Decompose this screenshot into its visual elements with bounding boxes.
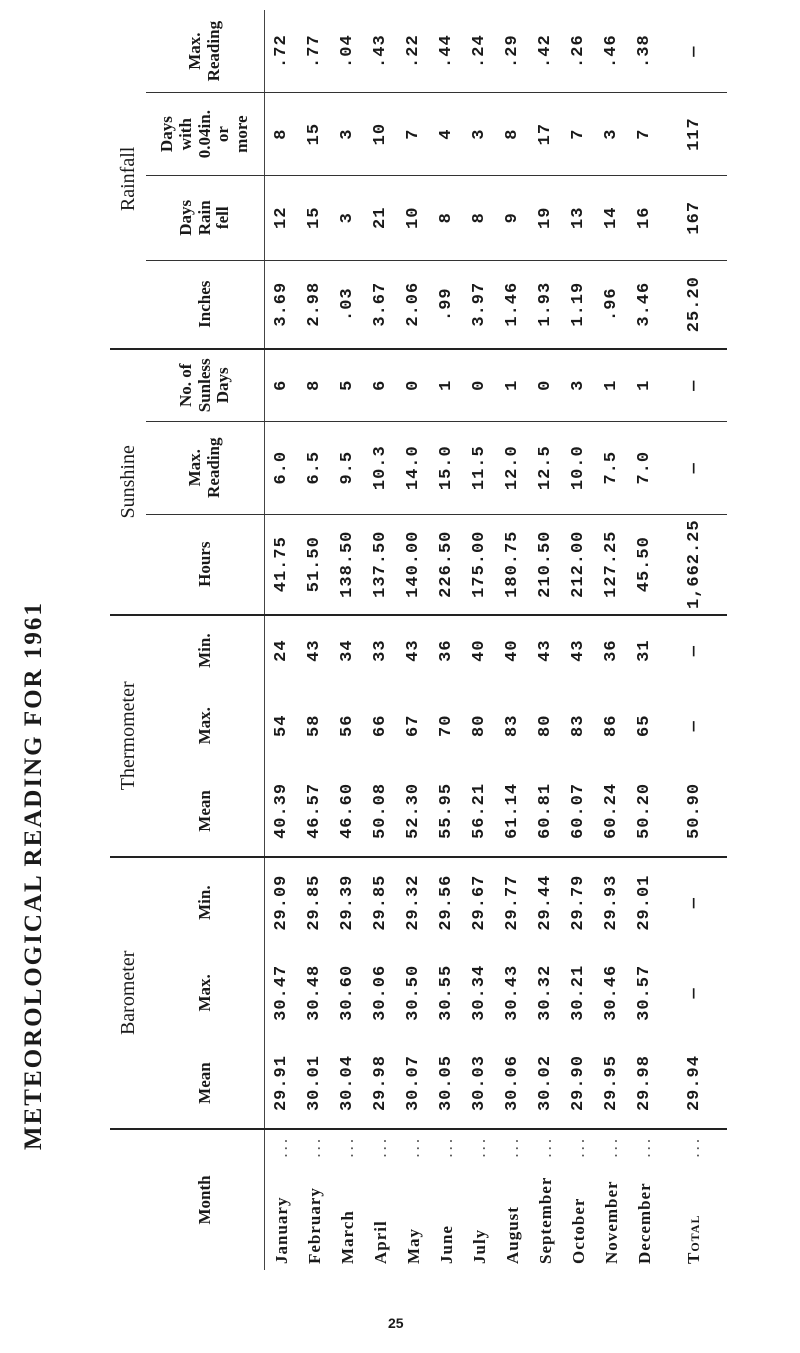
header-days004-line1: Days — [157, 116, 177, 153]
rain-max-cell: .44 — [430, 10, 463, 93]
header-therm-min: Min. — [194, 633, 214, 668]
rain-inches-cell: .96 — [595, 260, 628, 349]
total-rain-days004: 117 — [661, 93, 727, 176]
rain-inches-cell: 3.69 — [265, 260, 299, 349]
baro-mean-cell: 30.02 — [529, 1038, 562, 1129]
rain-days004-cell: 3 — [595, 93, 628, 176]
total-sun-hours: 1,662.25 — [661, 514, 727, 615]
baro-max-cell: 30.47 — [272, 964, 291, 1021]
rain-max-cell: .26 — [562, 10, 595, 93]
therm-mean-cell: 50.20 — [628, 766, 661, 857]
therm-mean-cell: 52.30 — [397, 766, 430, 857]
table-row — [529, 10, 562, 1270]
therm-max-cell: 54 — [272, 714, 291, 737]
rain-days004-cell: 3 — [463, 93, 496, 176]
table-row — [430, 10, 463, 1270]
therm-mean-cell: 50.08 — [364, 766, 397, 857]
rain-max-cell: .24 — [463, 10, 496, 93]
total-rain-days: 167 — [661, 175, 727, 260]
therm-mean-cell: 60.07 — [562, 766, 595, 857]
therm-max-cell: 86 — [602, 714, 621, 737]
month-cell — [595, 1129, 628, 1270]
rain-inches-cell: 2.98 — [298, 260, 331, 349]
rotated-page — [20, 10, 790, 1270]
month-label: August — [502, 1206, 522, 1264]
sun-max-cell: 14.0 — [397, 421, 430, 514]
total-therm-mean: 50.90 — [661, 766, 727, 857]
rain-max-cell: .46 — [595, 10, 628, 93]
sun-hours-cell: 140.00 — [397, 514, 430, 615]
rain-days-cell: 3 — [331, 175, 364, 260]
total-label: Total — [684, 1214, 703, 1264]
sun-hours-cell: 51.50 — [298, 514, 331, 615]
rain-max-cell: .77 — [298, 10, 331, 93]
month-cell — [265, 1129, 299, 1270]
month-label: July — [469, 1228, 489, 1264]
baro-min-cell: 29.56 — [437, 874, 456, 931]
header-sunless-line2: Sunless — [194, 358, 214, 413]
baro-min-cell: 29.09 — [272, 874, 291, 931]
baro-max-cell: 30.46 — [602, 964, 621, 1021]
table-row — [265, 10, 299, 1270]
rain-days-cell: 14 — [595, 175, 628, 260]
baro-mean-cell: 29.90 — [562, 1038, 595, 1129]
baro-mean-cell: 30.03 — [463, 1038, 496, 1129]
month-label: November — [601, 1180, 621, 1264]
rain-days004-cell: 10 — [364, 93, 397, 176]
leader-dots: ... — [370, 1135, 390, 1158]
sun-sunless-cell: 0 — [529, 349, 562, 422]
baro-max-cell: 30.43 — [503, 964, 522, 1021]
rain-days004-cell: 7 — [562, 93, 595, 176]
leader-dots: ... — [535, 1135, 555, 1158]
therm-min-cell: 36 — [437, 639, 456, 662]
rain-days004-cell: 15 — [298, 93, 331, 176]
therm-max-cell: 83 — [569, 714, 588, 737]
month-cell — [562, 1129, 595, 1270]
therm-min-cell: 24 — [272, 639, 291, 662]
rain-max-cell: .22 — [397, 10, 430, 93]
table-row — [331, 10, 364, 1270]
sun-sunless-cell: 0 — [463, 349, 496, 422]
sun-max-cell: 12.5 — [529, 421, 562, 514]
sun-hours-cell: 41.75 — [265, 514, 299, 615]
rain-days-cell: 8 — [463, 175, 496, 260]
baro-max-cell: 30.57 — [635, 964, 654, 1021]
month-label: June — [436, 1225, 456, 1264]
table-row — [298, 10, 331, 1270]
header-rain-days — [146, 175, 265, 260]
header-rain-days-line2: Rain — [194, 200, 214, 236]
sun-hours-cell: 175.00 — [463, 514, 496, 615]
sun-max-cell: 7.0 — [628, 421, 661, 514]
therm-min-cell: 33 — [371, 639, 390, 662]
total-sun-max: — — [661, 421, 727, 514]
sun-hours-cell: 137.50 — [364, 514, 397, 615]
total-dots: ... — [684, 1135, 703, 1158]
rain-max-cell: .04 — [331, 10, 364, 93]
sun-max-cell: 11.5 — [463, 421, 496, 514]
sun-max-cell: 12.0 — [496, 421, 529, 514]
leader-dots: ... — [337, 1135, 357, 1158]
sun-max-cell: 10.0 — [562, 421, 595, 514]
header-sun-max-line1: Max. — [185, 449, 205, 487]
month-label: October — [568, 1197, 588, 1264]
sun-sunless-cell: 0 — [397, 349, 430, 422]
sun-sunless-cell: 6 — [265, 349, 299, 422]
rain-inches-cell: 1.46 — [496, 260, 529, 349]
therm-max-cell: 65 — [635, 714, 654, 737]
month-cell — [529, 1129, 562, 1270]
sun-hours-cell: 180.75 — [496, 514, 529, 615]
rain-days004-cell: 7 — [397, 93, 430, 176]
rain-days-cell: 15 — [298, 175, 331, 260]
header-sunless-line1: No. of — [175, 363, 195, 408]
sun-max-cell: 7.5 — [595, 421, 628, 514]
month-cell — [496, 1129, 529, 1270]
header-baro-min: Min. — [194, 885, 214, 920]
therm-min-cell: 40 — [503, 639, 522, 662]
rain-max-cell: .38 — [628, 10, 661, 93]
total-therm-max: — — [684, 720, 704, 732]
baro-max-cell: 30.34 — [470, 964, 489, 1021]
rain-inches-cell: 1.93 — [529, 260, 562, 349]
month-cell — [430, 1129, 463, 1270]
sun-max-cell: 9.5 — [331, 421, 364, 514]
baro-mean-cell: 30.04 — [331, 1038, 364, 1129]
month-cell — [628, 1129, 661, 1270]
header-rain-days-line1: Days — [175, 199, 195, 236]
total-baro-min: — — [684, 897, 704, 909]
month-cell — [298, 1129, 331, 1270]
sun-max-cell: 15.0 — [430, 421, 463, 514]
baro-mean-cell: 30.05 — [430, 1038, 463, 1129]
therm-mean-cell: 56.21 — [463, 766, 496, 857]
rain-days-cell: 12 — [265, 175, 299, 260]
header-baro-mean: Mean — [146, 1038, 265, 1129]
table-row — [364, 10, 397, 1270]
leader-dots: ... — [469, 1135, 489, 1158]
month-label: December — [634, 1182, 654, 1264]
leader-dots: ... — [502, 1135, 522, 1158]
total-sun-sunless: — — [661, 349, 727, 422]
group-barometer: Barometer — [110, 857, 146, 1129]
month-label: February — [304, 1187, 324, 1264]
rain-days004-cell: 8 — [265, 93, 299, 176]
rain-days-cell: 16 — [628, 175, 661, 260]
therm-mean-cell: 60.81 — [529, 766, 562, 857]
leader-dots: ... — [403, 1135, 423, 1158]
table-row — [496, 10, 529, 1270]
baro-min-cell: 29.32 — [404, 874, 423, 931]
sun-sunless-cell: 1 — [430, 349, 463, 422]
month-label: May — [403, 1227, 423, 1264]
therm-max-cell: 80 — [536, 714, 555, 737]
rain-days-cell: 13 — [562, 175, 595, 260]
baro-mean-cell: 29.95 — [595, 1038, 628, 1129]
sun-hours-cell: 127.25 — [595, 514, 628, 615]
therm-min-cell: 34 — [338, 639, 357, 662]
sun-hours-cell: 45.50 — [628, 514, 661, 615]
rain-days-cell: 8 — [430, 175, 463, 260]
baro-mean-cell: 30.01 — [298, 1038, 331, 1129]
leader-dots: ... — [304, 1135, 324, 1158]
rain-days004-cell: 17 — [529, 93, 562, 176]
therm-max-cell: 70 — [437, 714, 456, 737]
sun-sunless-cell: 1 — [496, 349, 529, 422]
header-sun-max — [146, 421, 265, 514]
month-cell — [364, 1129, 397, 1270]
rain-days004-cell: 3 — [331, 93, 364, 176]
baro-max-cell: 30.50 — [404, 964, 423, 1021]
therm-mean-cell: 55.95 — [430, 766, 463, 857]
header-rain-max-line2: Reading — [204, 20, 223, 82]
therm-mean-cell: 61.14 — [496, 766, 529, 857]
rain-days004-cell: 8 — [496, 93, 529, 176]
rain-inches-cell: 1.19 — [562, 260, 595, 349]
rain-max-cell: .43 — [364, 10, 397, 93]
baro-max-cell: 30.21 — [569, 964, 588, 1021]
rain-inches-cell: 2.06 — [397, 260, 430, 349]
baro-max-cell: 30.55 — [437, 964, 456, 1021]
baro-min-cell: 29.01 — [635, 874, 654, 931]
sun-sunless-cell: 6 — [364, 349, 397, 422]
header-sun-hours: Hours — [146, 514, 265, 615]
table-row — [595, 10, 628, 1270]
header-rain-inches: Inches — [146, 260, 265, 349]
baro-min-cell: 29.85 — [305, 874, 324, 931]
baro-mean-cell: 30.07 — [397, 1038, 430, 1129]
baro-min-cell: 29.93 — [602, 874, 621, 931]
total-row — [661, 10, 727, 1270]
month-label: April — [370, 1220, 390, 1264]
total-baro-mean: 29.94 — [661, 1038, 727, 1129]
group-rainfall: Rainfall — [110, 10, 146, 349]
baro-min-cell: 29.67 — [470, 874, 489, 931]
header-days004-line2: with — [175, 118, 195, 151]
total-baro-max: — — [684, 987, 704, 999]
baro-mean-cell: 29.98 — [628, 1038, 661, 1129]
therm-min-cell: 40 — [470, 639, 489, 662]
group-header-row — [110, 10, 146, 1270]
header-rain-days004 — [146, 93, 265, 176]
sun-hours-cell: 226.50 — [430, 514, 463, 615]
baro-min-cell: 29.85 — [371, 874, 390, 931]
column-header-row — [146, 10, 265, 1270]
sun-max-cell: 6.5 — [298, 421, 331, 514]
header-therm-max: Max. — [194, 707, 214, 745]
group-sunshine: Sunshine — [110, 349, 146, 615]
table-row — [397, 10, 430, 1270]
baro-max-cell: 30.32 — [536, 964, 555, 1021]
leader-dots: ... — [436, 1135, 456, 1158]
therm-min-cell: 43 — [569, 639, 588, 662]
therm-min-cell: 43 — [404, 639, 423, 662]
therm-mean-cell: 46.60 — [331, 766, 364, 857]
month-label: January — [271, 1196, 291, 1264]
sun-hours-cell: 212.00 — [562, 514, 595, 615]
month-label: September — [535, 1176, 555, 1264]
therm-mean-cell: 60.24 — [595, 766, 628, 857]
therm-max-cell: 58 — [305, 714, 324, 737]
rain-days-cell: 19 — [529, 175, 562, 260]
sun-max-cell: 10.3 — [364, 421, 397, 514]
baro-mean-cell: 29.98 — [364, 1038, 397, 1129]
therm-mean-cell: 40.39 — [265, 766, 299, 857]
rain-days-cell: 10 — [397, 175, 430, 260]
therm-mean-cell: 46.57 — [298, 766, 331, 857]
rain-max-cell: .72 — [265, 10, 299, 93]
baro-min-cell: 29.79 — [569, 874, 588, 931]
therm-max-cell: 66 — [371, 714, 390, 737]
therm-min-cell: 36 — [602, 639, 621, 662]
table-body — [265, 10, 662, 1270]
baro-min-cell: 29.77 — [503, 874, 522, 931]
table-row — [628, 10, 661, 1270]
header-sunless-line3: Days — [213, 367, 233, 404]
therm-min-cell: 31 — [635, 639, 654, 662]
header-rain-max-line1: Max. — [185, 32, 205, 70]
rain-days004-cell: 4 — [430, 93, 463, 176]
baro-max-cell: 30.60 — [338, 964, 357, 1021]
rain-inches-cell: 3.46 — [628, 260, 661, 349]
header-therm-mean: Mean — [146, 766, 265, 857]
therm-min-cell: 43 — [305, 639, 324, 662]
leader-dots: ... — [601, 1135, 621, 1158]
therm-max-cell: 80 — [470, 714, 489, 737]
sun-hours-cell: 138.50 — [331, 514, 364, 615]
baro-mean-cell: 30.06 — [496, 1038, 529, 1129]
baro-mean-cell: 29.91 — [265, 1038, 299, 1129]
rain-inches-cell: 3.97 — [463, 260, 496, 349]
page-title: METEOROLOGICAL READING FOR 1961 — [20, 601, 47, 1150]
rain-inches-cell: .99 — [430, 260, 463, 349]
sun-sunless-cell: 8 — [298, 349, 331, 422]
rain-inches-cell: 3.67 — [364, 260, 397, 349]
header-days004-line5: more — [232, 115, 252, 153]
leader-dots: ... — [568, 1135, 588, 1158]
baro-max-cell: 30.48 — [305, 964, 324, 1021]
rain-days004-cell: 7 — [628, 93, 661, 176]
baro-max-cell: 30.06 — [371, 964, 390, 1021]
month-cell — [397, 1129, 430, 1270]
header-month: Month — [194, 1175, 214, 1225]
rain-days-cell: 9 — [496, 175, 529, 260]
baro-min-cell: 29.44 — [536, 874, 555, 931]
sun-sunless-cell: 5 — [331, 349, 364, 422]
header-baro-max: Max. — [194, 974, 214, 1012]
total-therm-min: — — [684, 645, 704, 657]
total-rain-inches: 25.20 — [661, 260, 727, 349]
rain-inches-cell: .03 — [331, 260, 364, 349]
header-days004-line3: 0.04in. — [194, 110, 214, 159]
weather-table — [110, 10, 727, 1270]
sun-max-cell: 6.0 — [265, 421, 299, 514]
therm-max-cell: 83 — [503, 714, 522, 737]
month-label: March — [337, 1210, 357, 1264]
month-cell — [331, 1129, 364, 1270]
header-sun-max-line2: Reading — [204, 437, 223, 498]
sun-sunless-cell: 1 — [595, 349, 628, 422]
header-sun-sunless — [146, 349, 265, 422]
header-days004-line4: or — [213, 126, 233, 143]
total-rain-max: — — [661, 10, 727, 93]
rain-days-cell: 21 — [364, 175, 397, 260]
rain-max-cell: .29 — [496, 10, 529, 93]
baro-min-cell: 29.39 — [338, 874, 357, 931]
header-rain-max — [146, 10, 265, 93]
leader-dots: ... — [634, 1135, 654, 1158]
table-row — [562, 10, 595, 1270]
total-label-cell — [661, 1129, 727, 1270]
rain-max-cell: .42 — [529, 10, 562, 93]
sun-sunless-cell: 1 — [628, 349, 661, 422]
therm-min-cell: 43 — [536, 639, 555, 662]
header-rain-days-line3: fell — [213, 206, 233, 230]
therm-max-cell: 67 — [404, 714, 423, 737]
group-thermometer: Thermometer — [110, 615, 146, 857]
therm-max-cell: 56 — [338, 714, 357, 737]
leader-dots: ... — [271, 1135, 291, 1158]
page-number: 25 — [388, 1315, 404, 1331]
sun-sunless-cell: 3 — [562, 349, 595, 422]
sun-hours-cell: 210.50 — [529, 514, 562, 615]
month-cell — [463, 1129, 496, 1270]
table-row — [463, 10, 496, 1270]
